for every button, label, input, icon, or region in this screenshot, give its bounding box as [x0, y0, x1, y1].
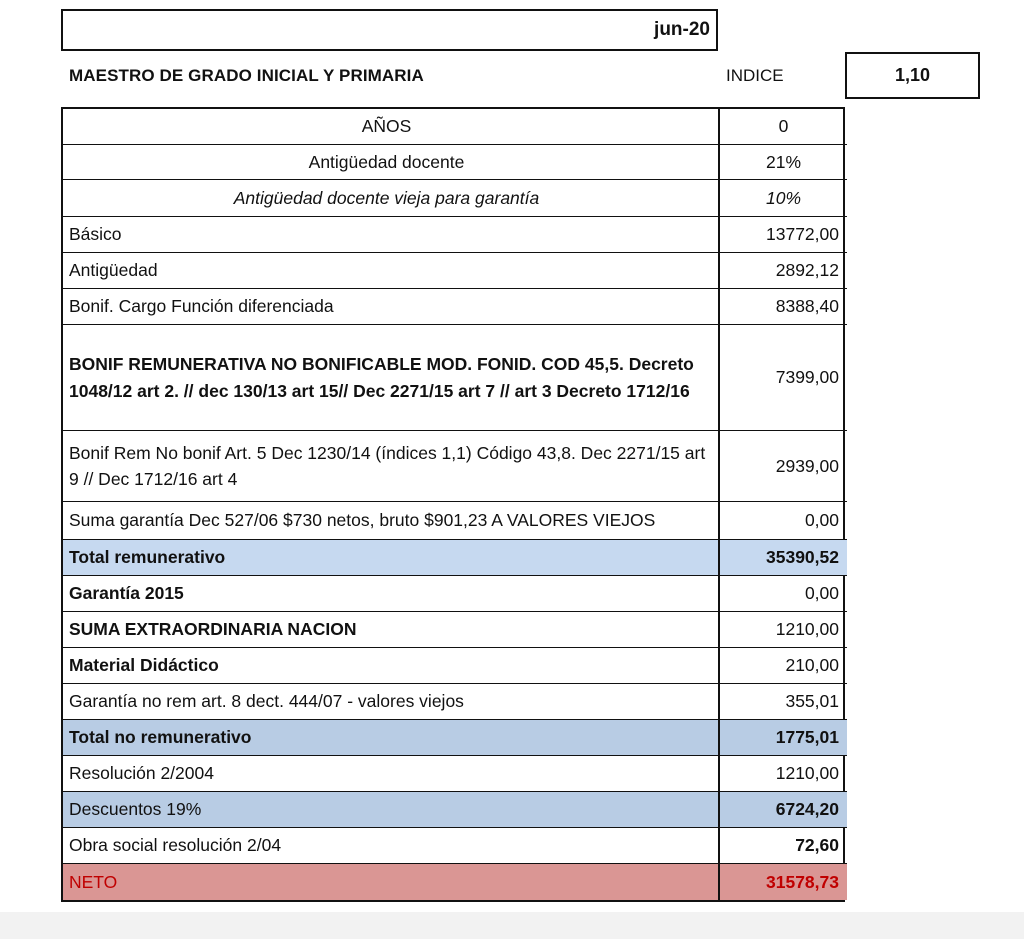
row-value-resolucion[interactable]: 1210,00	[720, 756, 847, 792]
row-label-total-no-remunerativo[interactable]: Total no remunerativo	[63, 720, 720, 756]
row-label-bonif-fonid[interactable]: BONIF REMUNERATIVA NO BONIFICABLE MOD. FONID. COD 45,5. Decreto 1048/12 art 2. // dec 130/13 art 15// Dec 2271/15 art 7 // art 3 Decreto 1712/16	[63, 325, 720, 431]
row-label-total-remunerativo[interactable]: Total remunerativo	[63, 540, 720, 576]
row-value-obra-social[interactable]: 72,60	[720, 828, 847, 864]
row-label-descuentos[interactable]: Descuentos 19%	[63, 792, 720, 828]
page-title: MAESTRO DE GRADO INICIAL Y PRIMARIA	[69, 66, 424, 85]
row-value-garantia-no-rem[interactable]: 355,01	[720, 684, 847, 720]
date-value: jun-20	[654, 19, 710, 40]
row-value-antiguedad-docente[interactable]: 21%	[720, 145, 847, 180]
row-label-garantia-no-rem[interactable]: Garantía no rem art. 8 dect. 444/07 - valores viejos	[63, 684, 720, 720]
row-value-total-remunerativo[interactable]: 35390,52	[720, 540, 847, 576]
row-value-bonif-rem[interactable]: 2939,00	[720, 431, 847, 502]
row-value-suma-extraordinaria[interactable]: 1210,00	[720, 612, 847, 648]
row-label-material-didactico[interactable]: Material Didáctico	[63, 648, 720, 684]
row-label-resolucion[interactable]: Resolución 2/2004	[63, 756, 720, 792]
row-value-antiguedad[interactable]: 2892,12	[720, 253, 847, 289]
indice-label: INDICE	[726, 66, 784, 85]
row-label-antiguedad-docente[interactable]: Antigüedad docente	[63, 145, 720, 180]
indice-value: 1,10	[894, 65, 931, 85]
row-label-bonif-rem[interactable]: Bonif Rem No bonif Art. 5 Dec 1230/14 (índices 1,1) Código 43,8. Dec 2271/15 art 9 // Dec 1712/16 art 4	[63, 431, 720, 502]
row-value-bonif-cargo[interactable]: 8388,40	[720, 289, 847, 325]
row-value-anos[interactable]: 0	[720, 109, 847, 145]
date-cell[interactable]	[61, 9, 718, 51]
row-label-obra-social[interactable]: Obra social resolución 2/04	[63, 828, 720, 864]
row-label-garantia-2015[interactable]: Garantía 2015	[63, 576, 720, 612]
row-label-bonif-cargo[interactable]: Bonif. Cargo Función diferenciada	[63, 289, 720, 325]
row-value-suma-garantia[interactable]: 0,00	[720, 502, 847, 540]
row-label-suma-extraordinaria[interactable]: SUMA EXTRAORDINARIA NACION	[63, 612, 720, 648]
row-value-bonif-fonid[interactable]: 7399,00	[720, 325, 847, 431]
bottom-strip	[0, 912, 1024, 939]
row-value-neto[interactable]: 31578,73	[720, 864, 847, 900]
row-label-neto[interactable]: NETO	[63, 864, 720, 900]
row-value-garantia-2015[interactable]: 0,00	[720, 576, 847, 612]
salary-table	[61, 107, 845, 902]
row-value-total-no-remunerativo[interactable]: 1775,01	[720, 720, 847, 756]
row-label-antiguedad[interactable]: Antigüedad	[63, 253, 720, 289]
row-label-suma-garantia[interactable]: Suma garantía Dec 527/06 $730 netos, bruto $901,23 A VALORES VIEJOS	[63, 502, 720, 540]
row-value-descuentos[interactable]: 6724,20	[720, 792, 847, 828]
row-value-basico[interactable]: 13772,00	[720, 217, 847, 253]
indice-cell[interactable]	[845, 52, 980, 99]
row-label-antiguedad-vieja[interactable]: Antigüedad docente vieja para garantía	[63, 180, 720, 217]
row-label-anos[interactable]: AÑOS	[63, 109, 720, 145]
row-label-basico[interactable]: Básico	[63, 217, 720, 253]
row-value-antiguedad-vieja[interactable]: 10%	[720, 180, 847, 217]
row-value-material-didactico[interactable]: 210,00	[720, 648, 847, 684]
